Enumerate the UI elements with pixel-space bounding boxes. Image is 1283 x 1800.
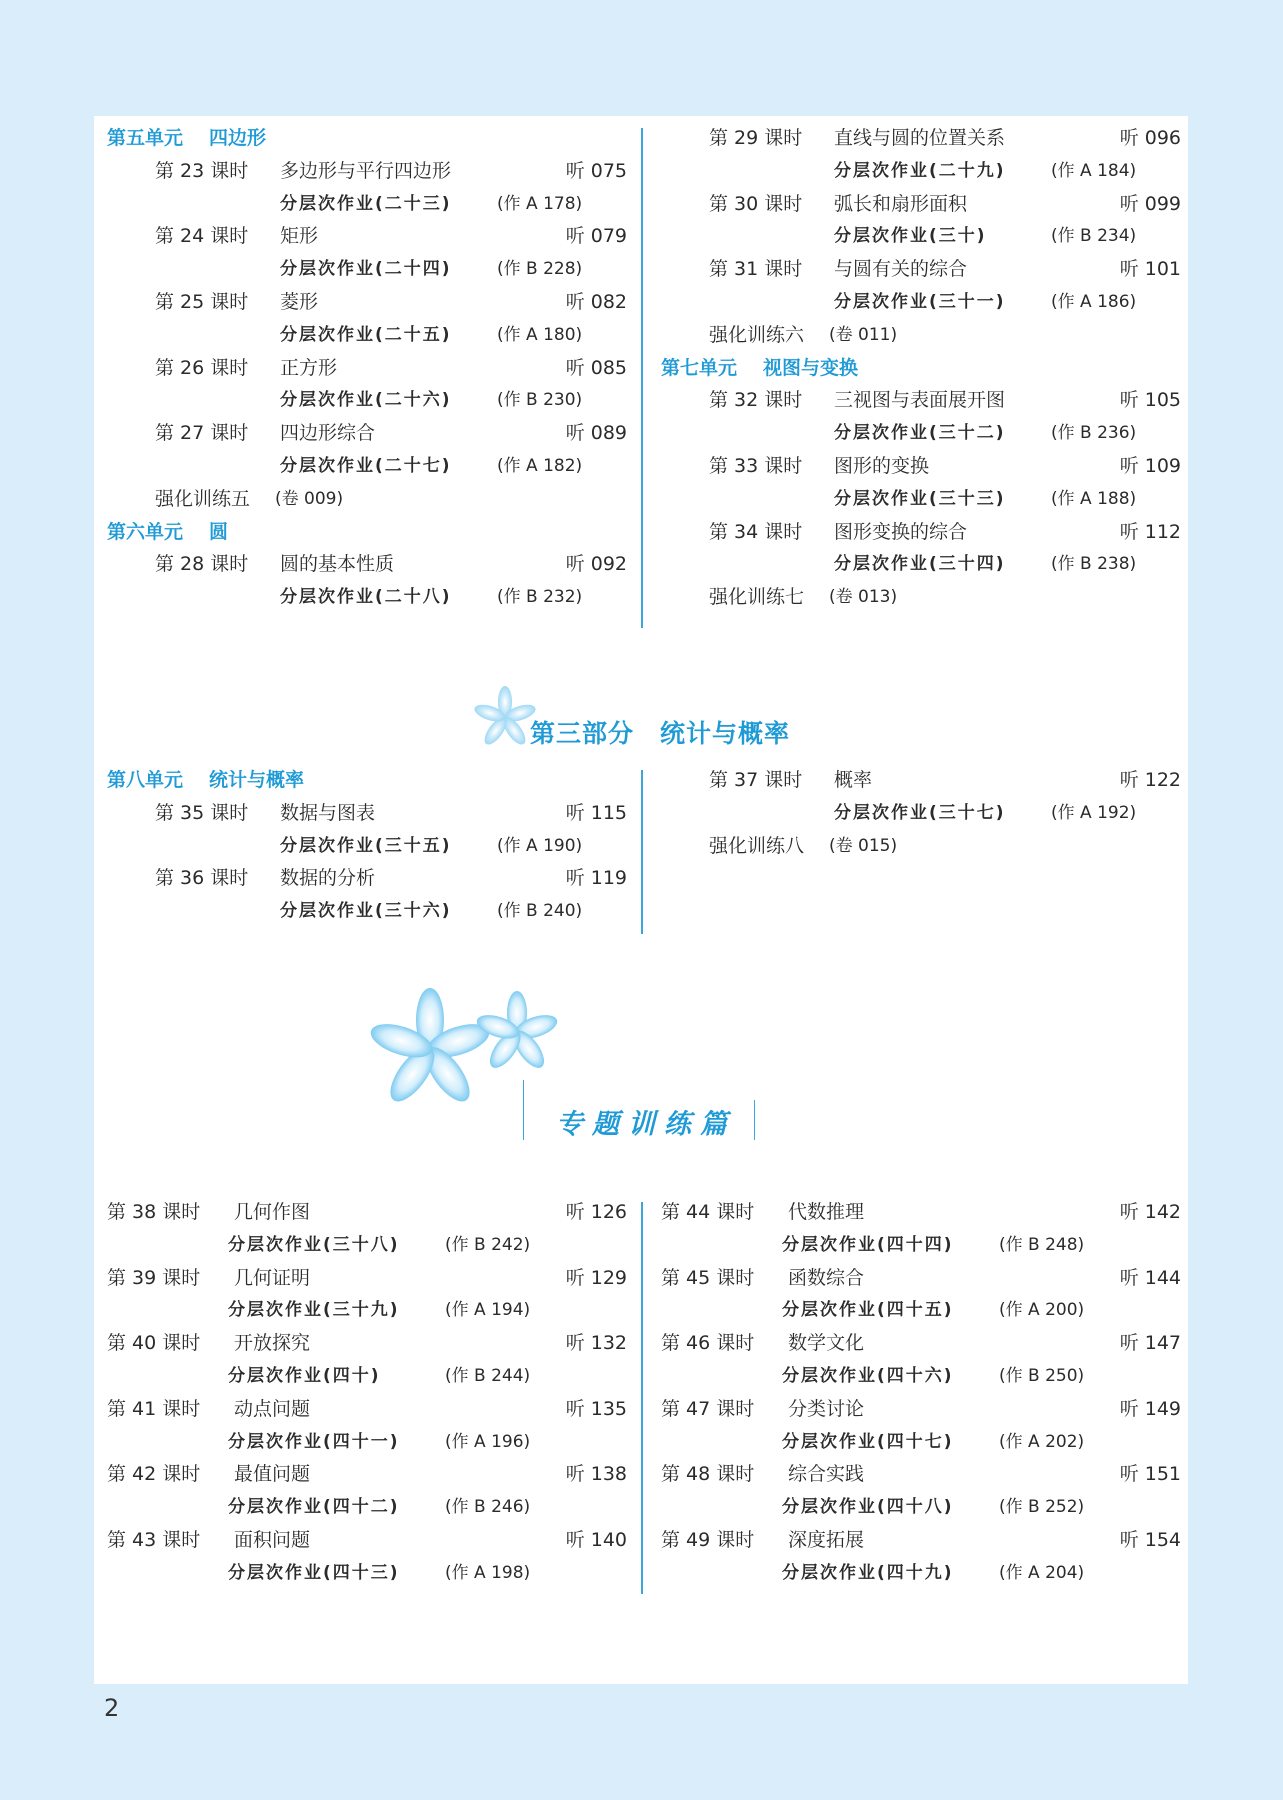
drill-ref: (卷 013) — [829, 587, 898, 608]
homework-entry — [661, 483, 1181, 515]
lesson-title: 函数综合 — [788, 1266, 865, 1289]
lesson-number: 第 31 课时 — [709, 258, 803, 281]
homework-ref: (作 B 250) — [999, 1366, 1085, 1386]
homework-entry — [661, 1557, 1181, 1589]
lesson-page: 听 109 — [1119, 455, 1181, 477]
lesson-title: 概率 — [834, 769, 873, 791]
lesson-title: 开放探究 — [234, 1332, 311, 1355]
lesson-number: 第 27 课时 — [155, 422, 249, 445]
homework-ref: (作 A 202) — [999, 1431, 1085, 1452]
lesson-page: 听 140 — [565, 1529, 627, 1551]
homework-ref: (作 B 234) — [1051, 226, 1137, 247]
lesson-title: 综合实践 — [788, 1463, 865, 1486]
lesson-page: 听 092 — [565, 553, 627, 576]
lesson-entry — [107, 220, 627, 252]
lesson-number: 第 38 课时 — [107, 1201, 201, 1223]
unit-title: 视图与变换 — [763, 356, 859, 379]
homework-ref: (作 A 190) — [497, 835, 583, 856]
lesson-entry — [107, 862, 627, 894]
lesson-title: 矩形 — [280, 225, 319, 248]
homework-entry — [661, 1360, 1181, 1392]
leader-dots — [886, 764, 1108, 796]
leader-dots — [332, 286, 554, 318]
lesson-page: 听 115 — [565, 801, 627, 824]
unit-number: 第六单元 — [107, 520, 184, 543]
homework-entry — [661, 1229, 1181, 1261]
lesson-page: 听 135 — [565, 1397, 627, 1420]
lesson-number: 第 45 课时 — [661, 1266, 755, 1289]
lesson-page: 听 089 — [565, 422, 627, 445]
lesson-number: 第 47 课时 — [661, 1397, 755, 1420]
leader-dots — [981, 188, 1108, 220]
unit-title: 统计与概率 — [209, 769, 305, 791]
lesson-number: 第 30 课时 — [709, 192, 803, 215]
homework-label: 分层次作业(三十八) — [228, 1234, 400, 1255]
leader-dots — [324, 1524, 554, 1556]
lesson-page: 听 112 — [1119, 520, 1181, 543]
lesson-title: 直线与圆的位置关系 — [834, 127, 1006, 149]
drill-title: 强化训练六 — [709, 323, 805, 346]
lesson-entry — [107, 352, 627, 384]
drill-ref: (卷 015) — [829, 835, 898, 856]
lesson-page: 听 129 — [565, 1266, 627, 1289]
unit-title: 四边形 — [209, 127, 267, 149]
lesson-title: 四边形综合 — [280, 422, 376, 445]
homework-entry — [107, 1294, 627, 1326]
homework-label: 分层次作业(三十九) — [228, 1300, 400, 1321]
homework-ref: (作 A 186) — [1051, 292, 1137, 312]
lesson-page: 听 079 — [565, 225, 627, 248]
unit-number: 第七单元 — [661, 356, 738, 379]
unit-heading — [107, 764, 330, 796]
homework-ref: (作 A 188) — [1051, 488, 1137, 509]
lesson-number: 第 28 课时 — [155, 553, 249, 576]
homework-entry — [661, 155, 1181, 187]
homework-ref: (作 B 230) — [497, 390, 583, 411]
homework-entry — [661, 1294, 1181, 1326]
homework-entry — [107, 1229, 627, 1261]
lesson-number: 第 24 课时 — [155, 225, 249, 248]
homework-entry — [107, 253, 627, 285]
lesson-page: 听 132 — [565, 1332, 627, 1355]
homework-ref: (作 A 200) — [999, 1300, 1085, 1321]
homework-label: 分层次作业(四十八) — [782, 1497, 954, 1518]
lesson-number: 第 26 课时 — [155, 356, 249, 379]
column-divider — [641, 1202, 643, 1594]
homework-label: 分层次作业(三十一) — [834, 292, 1006, 312]
lesson-title: 圆的基本性质 — [280, 553, 395, 576]
lesson-page: 听 154 — [1119, 1529, 1181, 1551]
homework-ref: (作 B 244) — [445, 1366, 531, 1386]
homework-entry — [107, 830, 627, 862]
homework-label: 分层次作业(四十六) — [782, 1366, 954, 1386]
lesson-number: 第 29 课时 — [709, 127, 803, 149]
lesson-title: 动点问题 — [234, 1397, 311, 1420]
homework-ref: (作 B 242) — [445, 1234, 531, 1255]
homework-entry — [661, 220, 1181, 252]
lesson-entry — [107, 1393, 627, 1425]
homework-entry — [107, 581, 627, 613]
lesson-page: 听 085 — [565, 356, 627, 379]
homework-label: 分层次作业(二十五) — [280, 324, 452, 345]
lesson-title: 数学文化 — [788, 1332, 865, 1355]
leader-dots — [981, 516, 1108, 548]
lesson-entry — [661, 253, 1181, 285]
homework-ref: (作 B 236) — [1051, 423, 1137, 444]
lesson-number: 第 40 课时 — [107, 1332, 201, 1355]
homework-label: 分层次作业(三十三) — [834, 488, 1006, 509]
lesson-page: 听 099 — [1119, 192, 1181, 215]
leader-dots — [878, 1262, 1108, 1294]
drill-title: 强化训练五 — [155, 487, 251, 510]
lesson-title: 三视图与表面展开图 — [834, 389, 1006, 412]
lesson-number: 第 39 课时 — [107, 1266, 201, 1289]
lesson-title: 图形的变换 — [834, 455, 930, 477]
flower-decoration-icon — [355, 975, 585, 1125]
lesson-page: 听 151 — [1119, 1463, 1181, 1486]
leader-dots — [465, 155, 554, 187]
homework-label: 分层次作业(四十二) — [228, 1497, 400, 1518]
lesson-number: 第 33 课时 — [709, 455, 803, 477]
lesson-entry — [661, 1262, 1181, 1294]
lesson-page: 听 142 — [1119, 1201, 1181, 1223]
lesson-page: 听 147 — [1119, 1332, 1181, 1355]
homework-entry — [661, 1426, 1181, 1458]
homework-ref: (作 B 238) — [1051, 554, 1137, 575]
homework-label: 分层次作业(二十九) — [834, 160, 1006, 181]
column-divider — [641, 128, 643, 628]
leader-dots — [1019, 384, 1108, 416]
lesson-number: 第 32 课时 — [709, 389, 803, 412]
lesson-title: 正方形 — [280, 356, 338, 379]
homework-ref: (作 A 184) — [1051, 160, 1137, 181]
homework-entry — [661, 548, 1181, 580]
lesson-number: 第 41 课时 — [107, 1397, 201, 1420]
homework-label: 分层次作业(三十二) — [834, 423, 1006, 444]
homework-label: 分层次作业(二十七) — [280, 456, 452, 476]
unit-title: 圆 — [209, 520, 229, 543]
special-section-title: 专题训练篇 — [556, 1109, 736, 1140]
lesson-title: 深度拓展 — [788, 1529, 865, 1551]
lesson-page: 听 126 — [565, 1201, 627, 1223]
drill-entry — [661, 830, 1181, 862]
homework-entry — [661, 286, 1181, 318]
lesson-entry — [107, 1524, 627, 1556]
lesson-entry — [661, 122, 1181, 154]
leader-dots — [389, 862, 554, 894]
lesson-number: 第 25 课时 — [155, 291, 249, 313]
lesson-page: 听 149 — [1119, 1397, 1181, 1420]
homework-entry — [107, 1426, 627, 1458]
leader-dots — [332, 220, 554, 252]
homework-label: 分层次作业(三十五) — [280, 835, 452, 856]
homework-label: 分层次作业(三十七) — [834, 802, 1006, 823]
lesson-entry — [661, 188, 1181, 220]
title-bracket-right — [754, 1100, 755, 1140]
leader-dots — [324, 1393, 554, 1425]
lesson-number: 第 37 课时 — [709, 769, 803, 791]
lesson-title: 数据与图表 — [280, 801, 376, 824]
leader-dots — [878, 1393, 1108, 1425]
homework-label: 分层次作业(四十) — [228, 1366, 381, 1386]
homework-ref: (作 A 198) — [445, 1562, 531, 1583]
unit-heading — [107, 122, 292, 154]
lesson-title: 分类讨论 — [788, 1397, 865, 1420]
unit-heading — [107, 516, 254, 548]
lesson-title: 最值问题 — [234, 1463, 311, 1486]
lesson-entry — [107, 155, 627, 187]
leader-dots — [324, 1458, 554, 1490]
lesson-entry — [107, 1458, 627, 1490]
homework-entry — [107, 1360, 627, 1392]
homework-ref: (作 B 228) — [497, 259, 583, 280]
homework-entry — [107, 1557, 627, 1589]
homework-entry — [107, 319, 627, 351]
lesson-title: 与圆有关的综合 — [834, 258, 968, 281]
drill-ref: (卷 009) — [275, 488, 344, 509]
lesson-number: 第 44 课时 — [661, 1201, 755, 1223]
unit-number: 第八单元 — [107, 769, 184, 791]
lesson-entry — [661, 1458, 1181, 1490]
column-divider — [641, 770, 643, 934]
leader-dots — [878, 1524, 1108, 1556]
lesson-page: 听 075 — [565, 159, 627, 182]
lesson-entry — [661, 450, 1181, 482]
homework-label: 分层次作业(二十八) — [280, 587, 452, 608]
lesson-number: 第 43 课时 — [107, 1529, 201, 1551]
homework-label: 分层次作业(四十一) — [228, 1431, 400, 1452]
lesson-entry — [107, 1196, 627, 1228]
leader-dots — [878, 1327, 1108, 1359]
homework-ref: (作 B 252) — [999, 1497, 1085, 1518]
lesson-entry — [107, 286, 627, 318]
lesson-title: 代数推理 — [788, 1201, 865, 1223]
lesson-entry — [661, 1196, 1181, 1228]
lesson-entry — [107, 797, 627, 829]
homework-ref: (作 A 204) — [999, 1562, 1085, 1583]
homework-label: 分层次作业(二十四) — [280, 259, 452, 280]
lesson-page: 听 144 — [1119, 1266, 1181, 1289]
lesson-page: 听 096 — [1119, 127, 1181, 149]
homework-ref: (作 A 194) — [445, 1300, 531, 1321]
lesson-title: 几何证明 — [234, 1266, 311, 1289]
homework-label: 分层次作业(四十七) — [782, 1431, 954, 1452]
lesson-title: 多边形与平行四边形 — [280, 159, 452, 182]
lesson-entry — [661, 1327, 1181, 1359]
leader-dots — [878, 1196, 1108, 1228]
lesson-page: 听 119 — [565, 867, 627, 890]
homework-label: 分层次作业(二十三) — [280, 193, 452, 214]
homework-label: 分层次作业(四十五) — [782, 1300, 954, 1321]
lesson-page: 听 138 — [565, 1463, 627, 1486]
homework-entry — [107, 188, 627, 220]
leader-dots — [351, 352, 554, 384]
homework-label: 分层次作业(三十四) — [834, 554, 1006, 575]
homework-ref: (作 B 248) — [999, 1234, 1085, 1255]
leader-dots — [324, 1262, 554, 1294]
homework-ref: (作 A 196) — [445, 1431, 531, 1452]
homework-ref: (作 A 178) — [497, 193, 583, 214]
lesson-title: 菱形 — [280, 291, 319, 313]
lesson-entry — [661, 384, 1181, 416]
lesson-number: 第 23 课时 — [155, 159, 249, 182]
lesson-page: 听 101 — [1119, 258, 1181, 281]
homework-label: 分层次作业(二十六) — [280, 390, 452, 411]
leader-dots — [981, 253, 1108, 285]
homework-entry — [107, 895, 627, 927]
homework-entry — [107, 384, 627, 416]
homework-entry — [661, 797, 1181, 829]
homework-label: 分层次作业(三十六) — [280, 901, 452, 922]
lesson-title: 数据的分析 — [280, 867, 376, 890]
lesson-page: 听 082 — [565, 291, 627, 313]
lesson-number: 第 42 课时 — [107, 1463, 201, 1486]
drill-title: 强化训练八 — [709, 834, 805, 857]
lesson-number: 第 36 课时 — [155, 867, 249, 890]
lesson-entry — [661, 1524, 1181, 1556]
homework-ref: (作 B 246) — [445, 1497, 531, 1518]
lesson-entry — [107, 1262, 627, 1294]
leader-dots — [878, 1458, 1108, 1490]
homework-label: 分层次作业(四十三) — [228, 1562, 400, 1583]
homework-label: 分层次作业(四十四) — [782, 1234, 954, 1255]
lesson-title: 弧长和扇形面积 — [834, 192, 968, 215]
lesson-entry — [661, 516, 1181, 548]
leader-dots — [324, 1327, 554, 1359]
lesson-entry — [661, 1393, 1181, 1425]
homework-ref: (作 B 232) — [497, 587, 583, 608]
drill-entry — [661, 319, 1181, 351]
lesson-title: 几何作图 — [234, 1201, 311, 1223]
homework-label: 分层次作业(三十) — [834, 226, 987, 247]
homework-ref: (作 A 192) — [1051, 802, 1137, 823]
lesson-entry — [107, 548, 627, 580]
lesson-number: 第 46 课时 — [661, 1332, 755, 1355]
homework-entry — [107, 450, 627, 482]
leader-dots — [324, 1196, 554, 1228]
lesson-title: 图形变换的综合 — [834, 520, 968, 543]
homework-ref: (作 A 180) — [497, 324, 583, 345]
leader-dots — [943, 450, 1108, 482]
homework-entry — [661, 417, 1181, 449]
lesson-entry — [107, 417, 627, 449]
lesson-page: 听 122 — [1119, 769, 1181, 791]
lesson-title: 面积问题 — [234, 1529, 311, 1551]
homework-entry — [661, 1491, 1181, 1523]
unit-number: 第五单元 — [107, 127, 184, 149]
drill-entry — [661, 581, 1181, 613]
lesson-entry — [661, 764, 1181, 796]
lesson-number: 第 48 课时 — [661, 1463, 755, 1486]
homework-ref: (作 B 240) — [497, 901, 583, 922]
unit-heading — [661, 352, 884, 384]
lesson-number: 第 49 课时 — [661, 1529, 755, 1551]
leader-dots — [389, 417, 554, 449]
drill-entry — [107, 483, 627, 515]
drill-ref: (卷 011) — [829, 324, 898, 345]
title-bracket-left — [523, 1080, 524, 1140]
page-number: 2 — [104, 1694, 120, 1722]
drill-title: 强化训练七 — [709, 586, 805, 609]
lesson-number: 第 34 课时 — [709, 520, 803, 543]
lesson-number: 第 35 课时 — [155, 801, 249, 824]
lesson-entry — [107, 1327, 627, 1359]
homework-label: 分层次作业(四十九) — [782, 1562, 954, 1583]
part3-title: 第三部分 统计与概率 — [530, 719, 791, 748]
leader-dots — [389, 797, 554, 829]
lesson-page: 听 105 — [1119, 389, 1181, 412]
homework-ref: (作 A 182) — [497, 456, 583, 476]
homework-entry — [107, 1491, 627, 1523]
leader-dots — [408, 548, 554, 580]
leader-dots — [1019, 122, 1108, 154]
